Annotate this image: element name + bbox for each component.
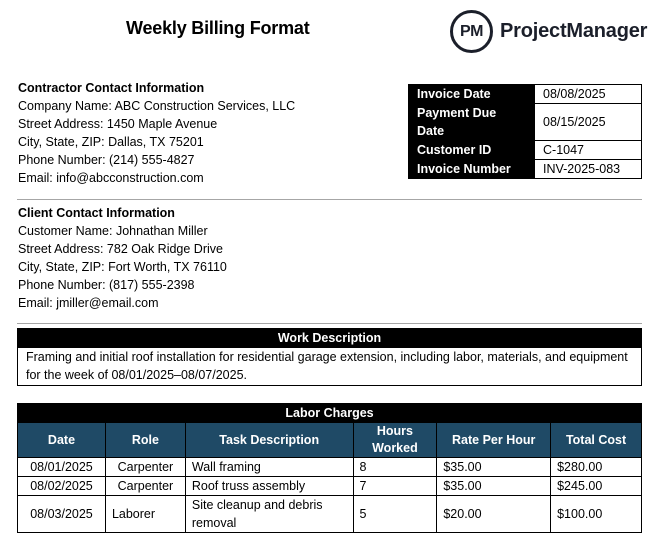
table-row xyxy=(18,477,642,496)
column-header-task-description: Task Description xyxy=(185,423,353,458)
page-title: Weekly Billing Format xyxy=(126,18,310,38)
contractor-heading: Contractor Contact Information xyxy=(18,81,205,95)
invoice-row-customer-id xyxy=(409,141,642,160)
column-header-hours-worked: Hours Worked xyxy=(353,423,437,458)
work-description-text: Framing and initial roof installation for residential garage extension, including labor, materials, and equipment for the week of 08/01/2025–08/07/2025. xyxy=(26,350,628,382)
contractor-contact-section xyxy=(18,79,295,187)
section-divider xyxy=(17,199,642,200)
customer-id-label: Customer ID xyxy=(409,141,535,160)
cell-date: 08/01/2025 xyxy=(18,458,106,477)
cell-hours-worked: 7 xyxy=(353,477,437,496)
cell-date: 08/02/2025 xyxy=(18,477,106,496)
column-header-rate-per-hour: Rate Per Hour xyxy=(437,423,551,458)
contractor-street-address: Street Address: 1450 Maple Avenue xyxy=(18,117,218,131)
cell-task-description: Wall framing xyxy=(185,458,353,477)
cell-total-cost: $245.00 xyxy=(551,477,642,496)
cell-rate-per-hour: $35.00 xyxy=(437,477,551,496)
contractor-email: Email: info@abcconstruction.com xyxy=(18,171,204,185)
invoice-row-date xyxy=(409,85,642,104)
labor-charges-table xyxy=(17,403,642,533)
invoice-row-payment-due xyxy=(409,104,642,141)
payment-due-date-label: Payment Due Date xyxy=(409,104,535,141)
client-email: Email: jmiller@email.com xyxy=(18,296,159,310)
invoice-details-table xyxy=(408,84,642,179)
logo-wordmark: ProjectManager xyxy=(500,20,648,42)
column-header-date: Date xyxy=(18,423,106,458)
cell-rate-per-hour: $35.00 xyxy=(437,458,551,477)
contractor-phone: Phone Number: (214) 555-4827 xyxy=(18,153,195,167)
client-street-address: Street Address: 782 Oak Ridge Drive xyxy=(18,242,223,256)
cell-rate-per-hour: $20.00 xyxy=(437,496,551,533)
client-contact-section xyxy=(18,204,227,312)
cell-role: Carpenter xyxy=(105,477,185,496)
client-city-state-zip: City, State, ZIP: Fort Worth, TX 76110 xyxy=(18,260,227,274)
column-header-total-cost: Total Cost xyxy=(551,423,642,458)
section-divider xyxy=(17,323,642,324)
pm-circle-logo-icon: PM xyxy=(450,10,493,53)
labor-charges-caption: Labor Charges xyxy=(18,404,642,423)
cell-hours-worked: 5 xyxy=(353,496,437,533)
customer-id-value: C-1047 xyxy=(535,141,642,160)
labor-caption-row xyxy=(18,404,642,423)
projectmanager-logo xyxy=(450,10,647,53)
cell-task-description: Site cleanup and debris removal xyxy=(185,496,353,533)
table-row xyxy=(18,496,642,533)
cell-hours-worked: 8 xyxy=(353,458,437,477)
client-heading: Client Contact Information xyxy=(18,206,175,220)
work-description-box xyxy=(17,328,642,386)
invoice-date-label: Invoice Date xyxy=(409,85,535,104)
payment-due-date-value: 08/15/2025 xyxy=(535,104,642,141)
labor-header-row xyxy=(18,423,642,458)
cell-role: Carpenter xyxy=(105,458,185,477)
contractor-city-state-zip: City, State, ZIP: Dallas, TX 75201 xyxy=(18,135,204,149)
column-header-role: Role xyxy=(105,423,185,458)
contractor-company-name: Company Name: ABC Construction Services, LLC xyxy=(18,99,296,113)
cell-task-description: Roof truss assembly xyxy=(185,477,353,496)
cell-total-cost: $280.00 xyxy=(551,458,642,477)
invoice-date-value: 08/08/2025 xyxy=(535,85,642,104)
invoice-number-label: Invoice Number xyxy=(409,160,535,179)
cell-total-cost: $100.00 xyxy=(551,496,642,533)
client-phone: Phone Number: (817) 555-2398 xyxy=(18,278,195,292)
client-customer-name: Customer Name: Johnathan Miller xyxy=(18,224,208,238)
invoice-number-value: INV-2025-083 xyxy=(535,160,642,179)
work-description-heading: Work Description xyxy=(18,329,641,348)
invoice-row-number xyxy=(409,160,642,179)
table-row xyxy=(18,458,642,477)
cell-date: 08/03/2025 xyxy=(18,496,106,533)
cell-role: Laborer xyxy=(105,496,185,533)
